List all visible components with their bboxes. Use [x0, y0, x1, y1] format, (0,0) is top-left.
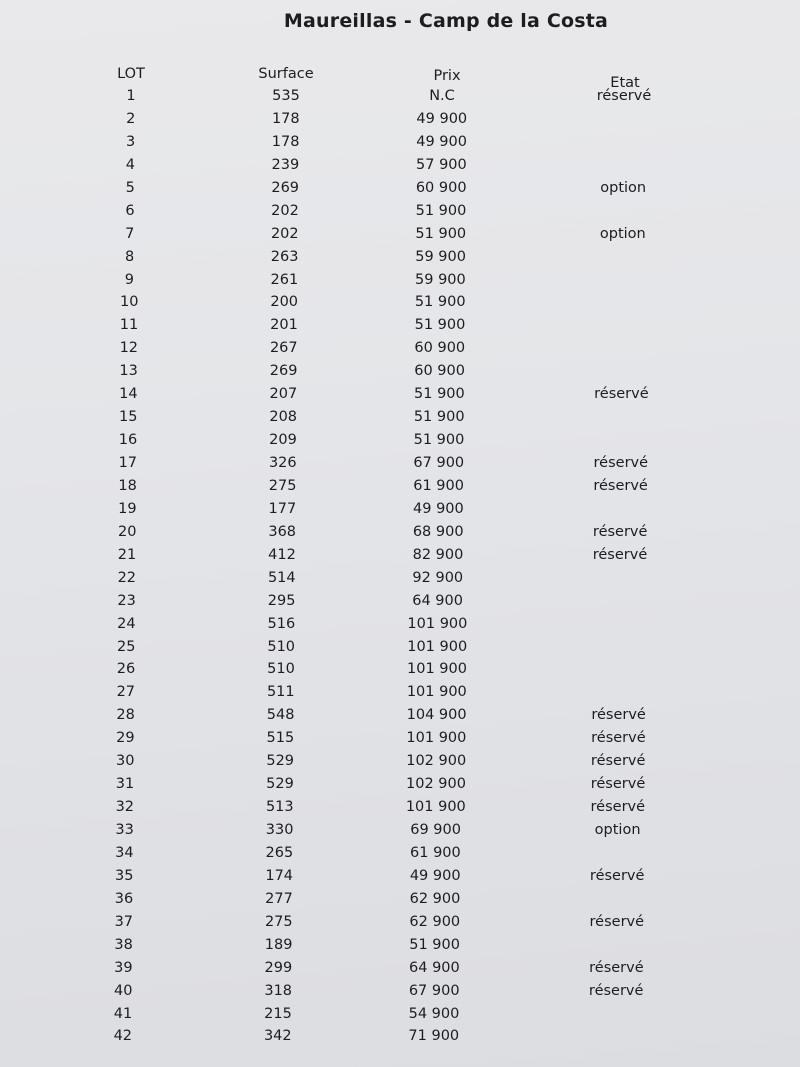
surface-cell: 513	[265, 799, 294, 816]
surface-cell: 200	[270, 294, 299, 311]
etat-cell: réservé	[593, 455, 649, 471]
prix-cell: 59 900	[415, 248, 466, 265]
lot-cell: 39	[114, 959, 133, 976]
etat-cell: réservé	[590, 776, 646, 793]
table-row	[0, 730, 800, 753]
prix-cell: 104 900	[406, 707, 467, 724]
surface-cell: 177	[268, 500, 297, 517]
surface-cell: 330	[265, 822, 294, 838]
etat-cell: réservé	[589, 867, 645, 884]
etat-cell: option	[600, 179, 647, 196]
surface-cell: 511	[266, 684, 295, 701]
lot-cell: 3	[125, 133, 136, 150]
table-row	[0, 272, 800, 295]
surface-cell: 202	[271, 202, 299, 219]
lot-cell: 6	[125, 202, 135, 219]
etat-cell: option	[599, 225, 646, 242]
prix-cell: 51 900	[413, 432, 465, 449]
prix-cell: 51 900	[413, 409, 465, 426]
surface-cell: 178	[271, 133, 300, 150]
table-row	[0, 88, 800, 111]
lot-cell: 20	[117, 523, 137, 540]
prix-cell: 82 900	[412, 546, 464, 563]
surface-cell: 514	[267, 569, 296, 586]
lot-cell: 14	[119, 386, 138, 403]
surface-cell: 263	[270, 248, 299, 265]
table-row	[0, 386, 800, 409]
table-row	[0, 570, 800, 593]
table-row	[0, 294, 800, 317]
etat-cell: réservé	[592, 523, 648, 540]
surface-cell: 178	[271, 110, 300, 127]
table-row	[0, 753, 800, 776]
table-row	[0, 478, 800, 501]
prix-cell: 51 900	[415, 225, 467, 242]
surface-cell: 529	[266, 753, 295, 770]
prix-cell: 51 900	[409, 936, 460, 953]
etat-cell: réservé	[589, 913, 645, 930]
etat-cell: option	[594, 822, 641, 838]
header-etat: Etat	[610, 75, 640, 91]
table-row	[0, 455, 800, 478]
surface-cell: 215	[264, 1005, 292, 1022]
prix-cell: 49 900	[416, 110, 468, 127]
table-row	[0, 593, 800, 616]
etat-cell: réservé	[596, 88, 652, 104]
lot-cell: 5	[125, 179, 135, 196]
lot-cell: 8	[124, 248, 135, 265]
table-row	[0, 684, 800, 707]
etat-cell: réservé	[591, 730, 646, 747]
surface-cell: 515	[266, 730, 295, 747]
table-row	[0, 868, 800, 891]
lot-cell: 32	[115, 799, 135, 816]
surface-cell: 412	[268, 546, 296, 563]
lot-cell: 29	[116, 730, 135, 747]
surface-cell: 202	[270, 225, 299, 242]
table-row	[0, 914, 800, 937]
lot-cell: 2	[126, 110, 136, 127]
surface-cell: 174	[265, 867, 294, 884]
lot-cell: 41	[113, 1005, 133, 1022]
lot-cell: 22	[117, 569, 137, 586]
table-row	[0, 547, 800, 570]
lot-cell: 37	[114, 913, 134, 930]
prix-cell: 61 900	[413, 477, 464, 494]
prix-cell: 102 900	[406, 753, 467, 770]
prix-cell: 49 900	[413, 500, 464, 517]
header-lot: LOT	[117, 66, 145, 82]
prix-cell: 64 900	[412, 592, 463, 609]
prix-cell: 102 900	[406, 776, 466, 793]
header-surface: Surface	[258, 66, 314, 82]
etat-cell: réservé	[588, 982, 644, 999]
prix-cell: 67 900	[413, 455, 465, 471]
prix-cell: 101 900	[407, 661, 467, 678]
prix-cell: 69 900	[410, 822, 461, 838]
surface-cell: 267	[269, 340, 298, 357]
table-row	[0, 707, 800, 730]
table-row	[0, 845, 800, 868]
etat-cell: réservé	[589, 959, 644, 976]
lot-cell: 18	[118, 477, 137, 494]
prix-cell: 59 900	[415, 271, 466, 288]
etat-cell: réservé	[593, 477, 648, 494]
table-row	[0, 180, 800, 203]
table-row	[0, 157, 800, 180]
lot-cell: 21	[117, 546, 137, 563]
prix-cell: 49 900	[416, 133, 467, 150]
prix-cell: 51 900	[414, 294, 466, 311]
surface-cell: 535	[272, 88, 300, 104]
prix-cell: 101 900	[406, 684, 467, 701]
prix-cell: 101 900	[407, 638, 468, 655]
surface-cell: 207	[269, 386, 298, 403]
surface-cell: 516	[267, 615, 296, 632]
lot-cell: 40	[113, 982, 133, 999]
table-row	[0, 249, 800, 272]
table-row	[0, 661, 800, 684]
table-row	[0, 616, 800, 639]
surface-cell: 529	[266, 776, 294, 793]
lot-cell: 38	[114, 936, 133, 953]
surface-cell: 277	[265, 890, 293, 907]
surface-cell: 342	[263, 1028, 292, 1045]
surface-cell: 209	[269, 432, 297, 449]
table-row	[0, 1028, 800, 1051]
lot-cell: 9	[124, 271, 135, 288]
prix-cell: 67 900	[408, 982, 460, 999]
lot-cell: 42	[113, 1028, 133, 1045]
prix-cell: 54 900	[408, 1005, 460, 1022]
etat-cell: réservé	[591, 707, 646, 724]
prix-cell: 68 900	[412, 523, 464, 540]
etat-cell: réservé	[590, 753, 646, 770]
prix-cell: 71 900	[408, 1028, 460, 1045]
table-row	[0, 1006, 800, 1029]
table-row	[0, 317, 800, 340]
lot-cell: 17	[118, 455, 138, 471]
lot-cell: 25	[116, 638, 136, 655]
surface-cell: 189	[264, 936, 293, 953]
etat-cell: réservé	[592, 546, 648, 563]
lot-cell: 34	[115, 844, 134, 861]
lot-cell: 33	[115, 822, 134, 838]
prix-cell: 61 900	[410, 844, 461, 861]
lot-cell: 35	[114, 867, 134, 884]
lot-cell: 16	[118, 432, 138, 449]
lot-cell: 1	[126, 88, 136, 104]
lot-cell: 28	[116, 707, 135, 724]
lot-cell: 15	[118, 409, 138, 426]
surface-cell: 269	[271, 179, 300, 196]
surface-cell: 510	[267, 661, 295, 678]
table-row	[0, 111, 800, 134]
surface-cell: 548	[266, 707, 295, 724]
prix-cell: 57 900	[416, 156, 467, 173]
table-row	[0, 340, 800, 363]
surface-cell: 295	[267, 592, 296, 609]
lot-cell: 4	[125, 156, 136, 173]
surface-cell: 269	[269, 363, 298, 380]
table-row	[0, 432, 800, 455]
lot-cell: 26	[116, 661, 136, 678]
lot-cell: 13	[119, 363, 138, 380]
prix-cell: 60 900	[415, 179, 467, 196]
surface-cell: 261	[270, 271, 299, 288]
prix-cell: 60 900	[414, 340, 466, 357]
table-row	[0, 937, 800, 960]
surface-cell: 368	[268, 523, 297, 540]
prix-cell: 62 900	[409, 890, 461, 907]
table-row	[0, 891, 800, 914]
lot-cell: 24	[117, 615, 136, 632]
table-row	[0, 409, 800, 432]
table-row	[0, 226, 800, 249]
prix-cell: 101 900	[406, 730, 467, 747]
prix-cell: 51 900	[414, 317, 466, 334]
prix-cell: 92 900	[412, 569, 464, 586]
surface-cell: 201	[270, 317, 298, 334]
table-row	[0, 203, 800, 226]
lot-cell: 12	[119, 340, 139, 357]
lot-cell: 7	[125, 225, 135, 242]
etat-cell: réservé	[590, 799, 646, 816]
table-row	[0, 363, 800, 386]
surface-cell: 510	[267, 638, 296, 655]
prix-cell: 64 900	[409, 959, 460, 976]
lot-cell: 27	[116, 684, 136, 701]
lot-cell: 31	[115, 776, 135, 793]
prix-cell: 49 900	[409, 867, 461, 884]
table-row	[0, 524, 800, 547]
table-row	[0, 639, 800, 662]
table-row	[0, 960, 800, 983]
surface-cell: 275	[268, 477, 297, 494]
table-row	[0, 776, 800, 799]
lot-cell: 19	[118, 500, 137, 517]
table-row	[0, 983, 800, 1006]
table-row	[0, 822, 800, 845]
surface-cell: 208	[269, 409, 298, 426]
table-row	[0, 501, 800, 524]
surface-cell: 275	[264, 913, 293, 930]
prix-cell: 101 900	[407, 615, 468, 632]
prix-cell: 51 900	[415, 202, 467, 219]
surface-cell: 318	[264, 982, 293, 999]
header-prix: Prix	[433, 68, 461, 84]
lots-table	[0, 88, 800, 1051]
surface-cell: 239	[271, 156, 300, 173]
surface-cell: 265	[265, 844, 294, 861]
table-row	[0, 134, 800, 157]
surface-cell: 326	[268, 455, 297, 471]
prix-cell: 101 900	[405, 799, 466, 816]
lot-cell: 36	[114, 890, 134, 907]
page-title: Maureillas - Camp de la Costa	[283, 10, 609, 32]
lot-cell: 23	[117, 592, 136, 609]
lot-cell: 10	[119, 294, 139, 311]
table-row	[0, 799, 800, 822]
lot-cell: 30	[115, 753, 135, 770]
prix-cell: 62 900	[409, 913, 461, 930]
prix-cell: 60 900	[414, 363, 465, 380]
surface-cell: 299	[264, 959, 293, 976]
etat-cell: réservé	[594, 386, 649, 403]
lot-cell: 11	[119, 317, 139, 334]
prix-cell: 51 900	[414, 386, 465, 403]
prix-cell: N.C	[429, 88, 455, 104]
